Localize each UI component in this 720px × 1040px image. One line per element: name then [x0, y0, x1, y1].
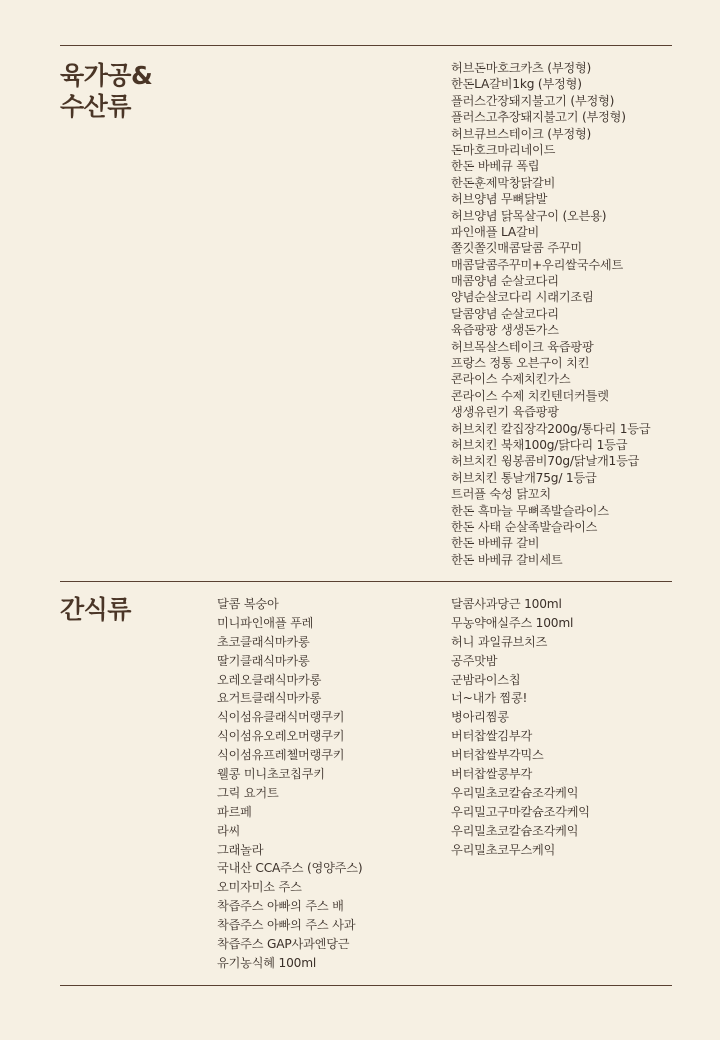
list-item: 버터찹쌀콩부각 — [451, 767, 533, 782]
list-item: 한돈 흑마늘 무뼈족발슬라이스 — [451, 503, 609, 518]
list-item: 우리밀초코무스케익 — [451, 842, 556, 857]
list-item: 육즙팡팡 생생돈가스 — [451, 323, 559, 338]
list-item: 파인애플 LA갈비 — [451, 224, 540, 239]
list-item: 콘라이스 수제치킨가스 — [451, 372, 571, 387]
section-title-line-1: 육가공& — [60, 61, 153, 90]
list-item: 허브치킨 칼집장각200g/통다리 1등급 — [451, 421, 651, 436]
list-item: 쫄깃쫄깃매콤달콤 주꾸미 — [451, 241, 582, 256]
list-item: 군밤라이스칩 — [451, 672, 521, 687]
meat-seafood-item-list — [451, 60, 650, 568]
list-item: 플러스고추장돼지불고기 (부정형) — [451, 110, 626, 125]
list-item: 허브치킨 북채100g/닭다리 1등급 — [451, 437, 628, 452]
list-item: 무농약애실주스 100ml — [451, 615, 574, 630]
section-title-line-2: 수산류 — [60, 92, 131, 121]
list-item: 공주맛밤 — [451, 653, 498, 668]
list-item: 달콤양념 순살코다리 — [451, 306, 559, 321]
list-item: 한돈 사태 순살족발슬라이스 — [451, 519, 598, 534]
list-item: 허브양념 닭목살구이 (오븐용) — [451, 208, 607, 223]
list-item: 우리밀초코칼슘조각케익 — [451, 823, 579, 838]
list-item: 그릭 요거트 — [217, 785, 279, 800]
section-title-meat-seafood — [60, 60, 152, 122]
list-item: 착즙주스 아빠의 주스 배 — [217, 899, 344, 914]
list-item: 요거트클래식마카롱 — [217, 691, 322, 706]
list-item: 국내산 CCA주스 (영양주스) — [217, 861, 363, 876]
list-item: 너~내가 찜콩! — [451, 691, 528, 706]
list-item: 콘라이스 수제 치킨텐더커틀렛 — [451, 388, 609, 403]
list-item: 착즙주스 GAP사과엔당근 — [217, 937, 350, 952]
list-item: 병아리찜콩 — [451, 710, 509, 725]
list-item: 웰콩 미니초코칩쿠키 — [217, 767, 325, 782]
list-item: 버터찹쌀부각믹스 — [451, 748, 544, 763]
list-item: 한돈 바베큐 갈비 — [451, 536, 540, 551]
list-item: 한돈LA갈비1kg (부정형) — [451, 77, 582, 92]
list-item: 초코클래식마카롱 — [217, 634, 310, 649]
list-item: 오미자미소 주스 — [217, 880, 302, 895]
list-item: 착즙주스 아빠의 주스 사과 — [217, 918, 356, 933]
list-item: 허브목살스테이크 육즙팡팡 — [451, 339, 594, 354]
list-item: 생생유린기 육즙팡팡 — [451, 405, 559, 420]
list-item: 매콤달콤주꾸미+우리쌀국수세트 — [451, 257, 624, 272]
list-item: 그래놀라 — [217, 842, 264, 857]
list-item: 우리밀고구마칼슘조각케익 — [451, 804, 590, 819]
list-item: 식이섬유오레오머랭쿠키 — [217, 729, 345, 744]
snacks-item-list-col1 — [217, 595, 362, 973]
list-item: 플러스간장돼지불고기 (부정형) — [451, 93, 615, 108]
list-item: 매콤양념 순살코다리 — [451, 274, 559, 289]
top-divider — [60, 45, 672, 46]
list-item: 달콤 복숭아 — [217, 597, 279, 611]
bottom-divider — [60, 985, 672, 986]
list-item: 유기농식혜 100ml — [217, 955, 317, 970]
list-item: 허브돈마호크카츠 (부정형) — [451, 61, 592, 75]
list-item: 한돈 바베큐 폭립 — [451, 159, 540, 174]
list-item: 허브양념 무뼈닭발 — [451, 192, 548, 207]
list-item: 식이섬유클래식머랭쿠키 — [217, 710, 345, 725]
list-item: 오레오클래식마카롱 — [217, 672, 322, 687]
list-item: 허니 과일큐브치즈 — [451, 634, 548, 649]
list-item: 버터찹쌀김부각 — [451, 729, 533, 744]
list-item: 돈마호크마리네이드 — [451, 142, 556, 157]
list-item: 미니파인애플 푸레 — [217, 615, 314, 630]
middle-divider — [60, 581, 672, 582]
list-item: 허브치킨 통날개75g/ 1등급 — [451, 470, 597, 485]
list-item: 파르페 — [217, 804, 252, 819]
list-item: 한돈 바베큐 갈비세트 — [451, 552, 563, 567]
list-item: 우리밀초코칼슘조각케익 — [451, 785, 579, 800]
section-title-snacks: 간식류 — [60, 595, 131, 624]
list-item: 프랑스 정통 오븐구이 치킨 — [451, 356, 590, 371]
snacks-item-list-col2 — [451, 595, 590, 859]
list-item: 양념순살코다리 시래기조림 — [451, 290, 594, 305]
list-item: 달콤사과당근 100ml — [451, 597, 562, 611]
list-item: 트러플 숙성 닭꼬치 — [451, 487, 551, 502]
list-item: 한돈훈제막창닭갈비 — [451, 175, 556, 190]
list-item: 식이섬유프레첼머랭쿠키 — [217, 748, 345, 763]
list-item: 딸기클래식마카롱 — [217, 653, 310, 668]
list-item: 라씨 — [217, 823, 241, 838]
list-item: 허브큐브스테이크 (부정형) — [451, 126, 592, 141]
list-item: 허브치킨 윙봉콤비70g/닭날개1등급 — [451, 454, 640, 469]
